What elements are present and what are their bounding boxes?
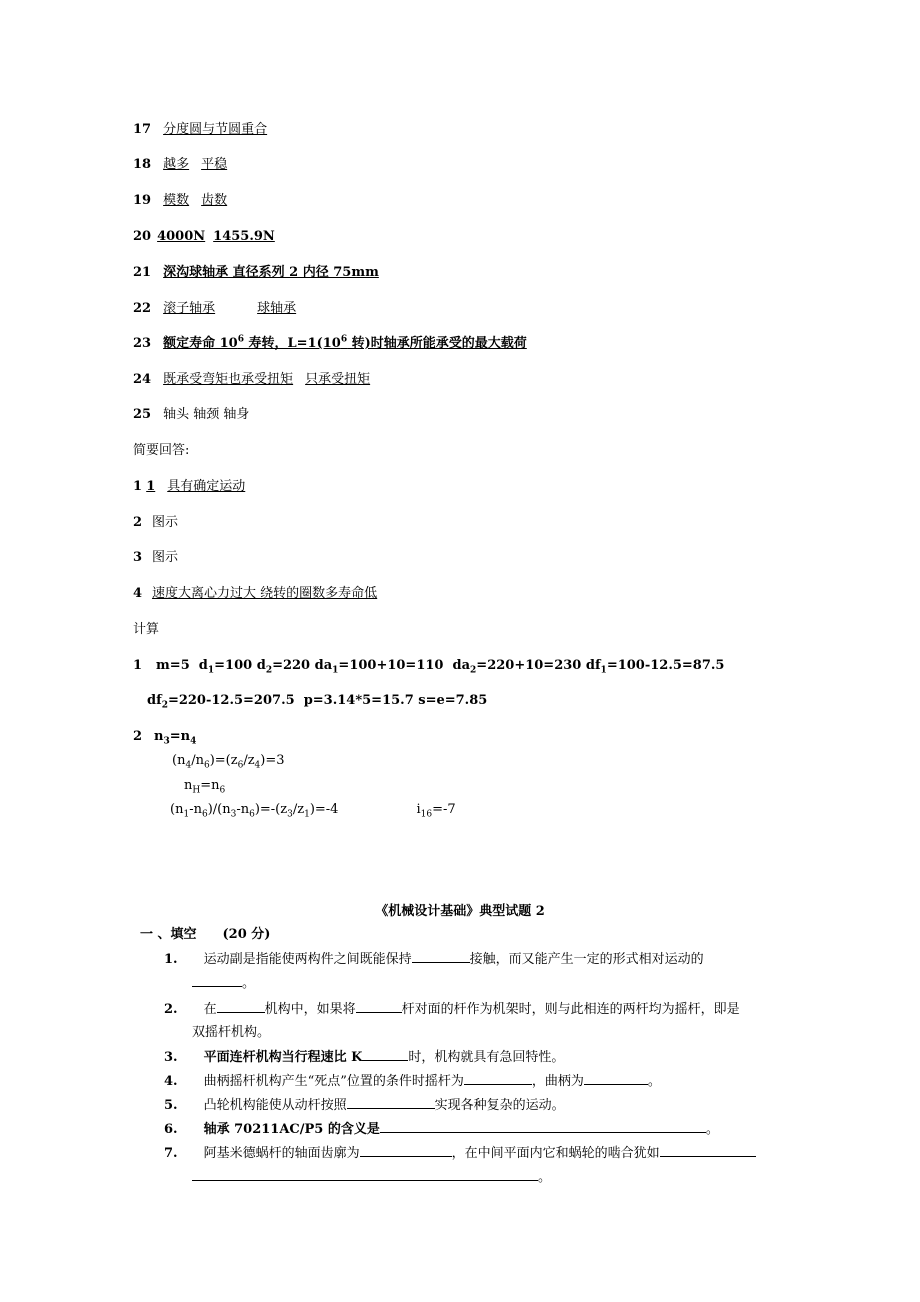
question-text: 在 (203, 1002, 217, 1017)
answer-number: 1 (146, 479, 156, 494)
answer-number: 2 (133, 515, 143, 530)
answer-text: 分度圆与节圆重合 (163, 122, 268, 137)
answer-number: 20 (133, 229, 152, 244)
question-4 (164, 1072, 661, 1091)
answer-text: 轴头 轴颈 轴身 (163, 407, 250, 422)
answer-number: 3 (133, 550, 143, 565)
answer-20 (133, 228, 275, 246)
question-3 (164, 1048, 564, 1067)
answer-text: 速度大离心力过大 绕转的圈数多寿命低 (152, 586, 378, 601)
answer-text: 球轴承 (257, 301, 297, 316)
section-heading (140, 926, 270, 944)
answer-text: 既承受弯矩也承受扭矩 (163, 372, 294, 387)
answer-blank[interactable] (192, 974, 242, 987)
answer-number: 25 (133, 407, 152, 422)
superscript: 6 (340, 334, 348, 345)
question-text: 曲柄摇杆机构产生“死点”位置的条件时摇杆为 (203, 1074, 464, 1089)
answer-blank[interactable] (380, 1120, 706, 1133)
brief-heading: 简要回答: (133, 443, 190, 458)
answer-number: 4 (133, 586, 143, 601)
answer-text: 只承受扭矩 (305, 372, 371, 387)
exam-title: 《机械设计基础》典型试题 2 (375, 904, 545, 919)
question-text: 杆对面的杆作为机架时，则与此相连的两杆均为摇杆，即是 (401, 1002, 740, 1017)
question-6 (164, 1120, 719, 1139)
brief-4 (133, 585, 377, 603)
answer-23 (133, 335, 527, 353)
question-number: 4. (164, 1074, 178, 1089)
answer-number: 22 (133, 301, 152, 316)
answer-text: 图示 (152, 515, 179, 530)
answer-blank[interactable] (412, 950, 470, 963)
question-1-cont (192, 974, 255, 993)
question-number: 1. (164, 952, 178, 967)
question-7 (164, 1144, 756, 1163)
calc-2-line3: $n_H=n_6$ (184, 778, 226, 796)
answer-18 (133, 156, 227, 174)
answer-blank[interactable] (360, 1144, 452, 1157)
answer-number: 23 (133, 336, 152, 351)
question-number: 5. (164, 1098, 178, 1113)
brief-2 (133, 514, 178, 532)
question-number: 7. (164, 1146, 178, 1161)
answer-blank[interactable] (192, 1168, 538, 1181)
section-score: (20 分) (222, 927, 271, 942)
answer-blank[interactable] (584, 1072, 648, 1085)
answer-text: 图示 (152, 550, 179, 565)
question-text: 运动副是指能使两构件之间既能保持 (203, 952, 412, 967)
answer-text: 1455.9N (213, 229, 275, 244)
question-number: 2. (164, 1002, 178, 1017)
question-text: ，曲柄为 (531, 1074, 584, 1089)
question-text: ，在中间平面内它和蜗轮的啮合犹如 (451, 1146, 660, 1161)
answer-text: 寿转，L=1(10 (243, 336, 341, 351)
answer-blank[interactable] (660, 1144, 756, 1157)
answer-text: 深沟球轴承 直径系列 2 内径 75mm (163, 265, 379, 280)
question-text: 。 (538, 1170, 552, 1185)
question-text: 实现各种复杂的运动。 (434, 1098, 565, 1113)
calc-1-line2: $df_2=220-12.5=207.5$ p=3.14*5=15.7 s=e=7.85 (147, 693, 488, 711)
answer-blank[interactable] (217, 1000, 265, 1013)
question-text: 。 (705, 1122, 719, 1137)
answer-22 (133, 300, 296, 318)
answer-blank[interactable] (362, 1048, 408, 1061)
question-text: 凸轮机构能使从动杆按照 (203, 1098, 347, 1113)
calc-2-line1: 2 $n_3=n_4$ (133, 729, 197, 747)
answer-number: 1 (133, 658, 143, 673)
answer-text: 转)时轴承所能承受的最大载荷 (347, 336, 527, 351)
question-1 (164, 950, 704, 969)
superscript: 6 (237, 334, 244, 345)
brief-1 (133, 478, 245, 496)
answer-number: 24 (133, 372, 152, 387)
answer-text: 4000N (157, 229, 206, 244)
answer-text: 额定寿命 10 (163, 336, 238, 351)
answer-number: 21 (133, 265, 152, 280)
answer-17 (133, 121, 267, 139)
question-5 (164, 1096, 565, 1115)
question-text: 接触，而又能产生一定的形式相对运动的 (469, 952, 704, 967)
calc-heading: 计算 (133, 622, 160, 637)
question-text: 阿基米德蜗杆的轴面齿廓为 (203, 1146, 360, 1161)
answer-text: 越多 (163, 157, 190, 172)
question-text: 轴承 70211AC/P5 的含义是 (203, 1122, 380, 1137)
section-title: 一 、填空 (140, 927, 197, 942)
answer-blank[interactable] (347, 1096, 435, 1109)
brief-3 (133, 549, 178, 567)
answer-24 (133, 371, 370, 389)
question-text: 。 (647, 1074, 661, 1089)
question-text: 机构中，如果将 (264, 1002, 356, 1017)
answer-blank[interactable] (464, 1072, 532, 1085)
calc-2-line4: $(n_1-n_6)/(n_3-n_6)=-(z_3/z_1)=-4$ $i_{16}=-7$ (170, 802, 456, 820)
question-text: 。 (242, 976, 256, 991)
answer-25 (133, 406, 249, 424)
question-text: 时，机构就具有急回特性。 (408, 1050, 565, 1065)
answer-number: 17 (133, 122, 152, 137)
answer-text: 平稳 (201, 157, 228, 172)
answer-number: 1 (133, 479, 143, 494)
answer-blank[interactable] (356, 1000, 402, 1013)
answer-number: 19 (133, 193, 152, 208)
calc-1-line1: 1 m=5 $d_1=100$ $d_2=220$ $da_1=100+10=110$ $da_2=220+10=230$ $df_1=100-12.5=87.5$ (133, 658, 725, 676)
question-2-cont: 双摇杆机构。 (192, 1025, 271, 1040)
calc-2-line2: $(n_4/n_6)=(z_6/z_4)=3$ (172, 753, 285, 771)
answer-text: 齿数 (201, 193, 228, 208)
question-2 (164, 1000, 740, 1019)
question-number: 6. (164, 1122, 178, 1137)
question-7-cont (192, 1168, 551, 1187)
question-text: 平面连杆机构当行程速比 K (203, 1050, 363, 1065)
answer-21 (133, 264, 379, 282)
answer-number: 18 (133, 157, 152, 172)
answer-text: 模数 (163, 193, 190, 208)
answer-text: 具有确定运动 (167, 479, 246, 494)
answer-text: 滚子轴承 (163, 301, 216, 316)
answer-19 (133, 192, 227, 210)
question-number: 3. (164, 1050, 178, 1065)
answer-number: 2 (133, 729, 143, 744)
